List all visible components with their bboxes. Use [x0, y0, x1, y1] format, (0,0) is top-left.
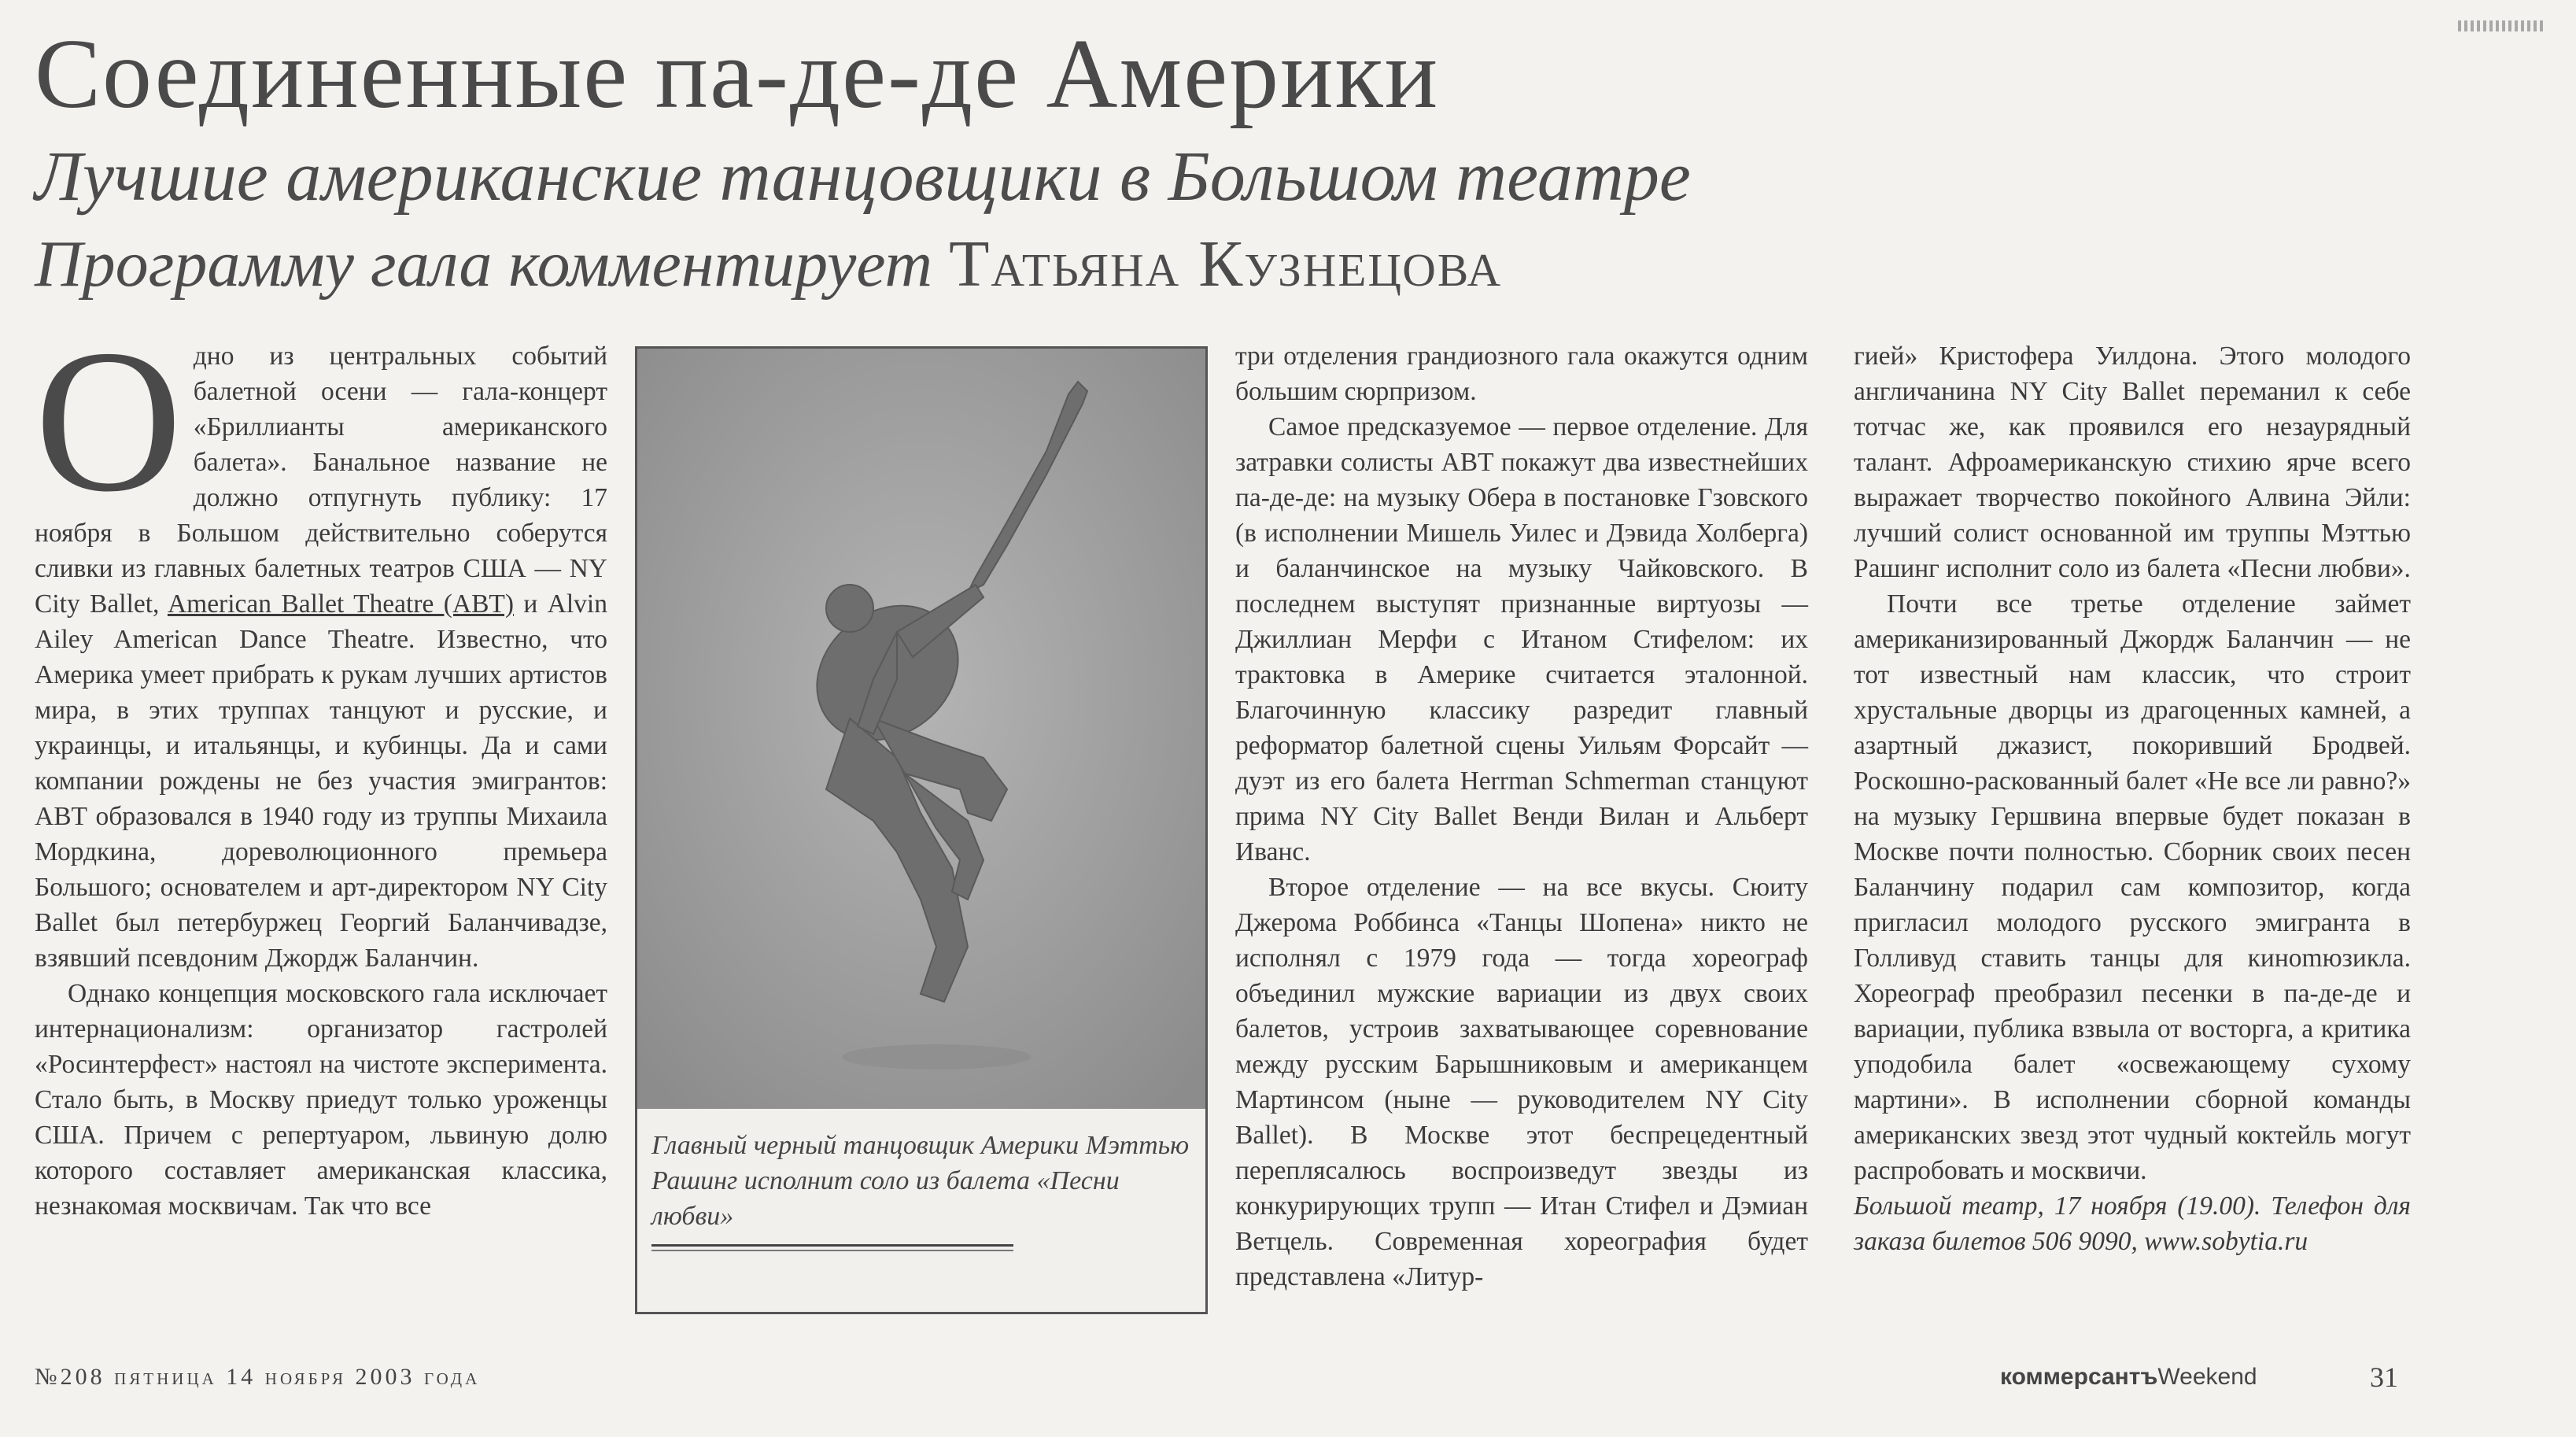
- paragraph: Однако концепция московского гала исключает интернационализм: организатор гастролей «Росинтерфест» настоял на чистоте эксперимента. Стало быть, в Москву приедут только уроженцы США. Причем с репертуаром, львиную долю которого составляет американская классика, незнакомая москвичам. Так что все: [35, 979, 607, 1221]
- issue-line: №208 пятница 14 ноября 2003 года: [35, 1364, 481, 1390]
- headline: Соединенные па-де-де Америки: [35, 20, 1440, 129]
- drop-cap: О: [35, 308, 183, 534]
- byline-prefix: Программу гала комментирует: [35, 227, 933, 301]
- byline-author: Татьяна Кузнецова: [949, 227, 1503, 301]
- dancer-illustration: [637, 349, 1205, 1109]
- text-run: и Alvin Ailey American Dance Theatre. Известно, что Америка умеет прибрать к рукам лучших артистов мира, в этих труппах танцуют и русские, и украинцы, и итальянцы, и кубинцы. Да и сами компании рождены не без участия эмигрантов: ABT образовался в 1940 году из труппы Михаила Мордкина, дореволюционного премьера Большого; основателем и арт-директором NY City Ballet был петербуржец Георгий Баланчивадзе, взявший псевдоним Джордж Баланчин.: [35, 589, 607, 973]
- article-column-1: [35, 308, 607, 1224]
- paragraph: Второе отделение — на все вкусы. Сюиту Джерома Роббинса «Танцы Шопена» никто не исполнял с 1979 года — тогда хореограф объединил мужские вариации из двух своих балетов, устроив захватывающее соревнование между русским Барышниковым и американцем Мартинсом (ныне — руководителем NY City Ballet). В Москве этот беспрецедентный переплясалюсь воспроизведут звезды из конкурирующих трупп — Итан Стифел и Дэмиан Ветцель. Современная хореография будет представлена «Литур-: [1235, 873, 1808, 1291]
- paragraph: три отделения грандиозного гала окажутся одним большим сюрпризом.: [1235, 342, 1808, 406]
- caption-rule: [651, 1244, 1013, 1251]
- brand-bold: коммерсантъ: [2000, 1364, 2158, 1390]
- article-column-3: [1235, 338, 1808, 1295]
- underlined-text: American Ballet Theatre (ABT): [167, 589, 515, 619]
- page-number: 31: [2370, 1361, 2398, 1393]
- brand-light: Weekend: [2157, 1364, 2257, 1390]
- photo-caption: Главный черный танцовщик Америки Мэттью Рашинг исполнит соло из балета «Песни любви»: [651, 1131, 1190, 1231]
- photo-figure: [635, 346, 1208, 1314]
- event-info: Большой театр, 17 ноября (19.00). Телефон для заказа билетов 506 9090, www.sobytia.ru: [1854, 1191, 2411, 1256]
- article-column-4: [1854, 338, 2411, 1259]
- dancer-photo: [637, 349, 1205, 1109]
- byline: [35, 223, 1502, 305]
- paragraph: гией» Кристофера Уилдона. Этого молодого англичанина NY City Ballet переманил к себе тотчас же, как проявился его незаурядный талант. Афроамериканскую стихию ярче всего выражает творчество покойного Алвина Эйли: лучший солист основанной им труппы Мэттью Рашинг исполнит соло из балета «Песни любви».: [1854, 342, 2411, 583]
- publication-logo: [2000, 1361, 2257, 1393]
- paragraph: [35, 308, 607, 976]
- paragraph: Самое предсказуемое — первое отделение. Для затравки солисты ABT покажут два известнейших па-де-де: на музыку Обера в постановке Гзовского (в исполнении Мишель Уилес и Дэвида Холберга) и баланчинское на музыку Чайковского. В последнем выступят признанные виртуозы — Джиллиан Мерфи с Итаном Стифелом: их трактовка в Америке считается эталонной. Благочинную классику разредит главный реформатор балетной сцены Уильям Форсайт — дуэт из его балета Herrman Schmerman станцуют прима NY City Ballet Венди Вилан и Альберт Иванс.: [1235, 412, 1808, 866]
- scan-mark: [2458, 20, 2545, 31]
- text-run: дно из центральных событий балетной осени — гала-концерт «Бриллианты американского балета». Банальное название не должно отпугнуть публику: 17 ноября в Большом действительно соберутся сливки из главных балетных театров США — NY City Ballet,: [35, 342, 607, 619]
- subheadline: Лучшие американские танцовщики в Большом театре: [35, 138, 1691, 216]
- paragraph: Почти все третье отделение займет американизированный Джордж Баланчин — не тот известный нам классик, что строит хрустальные дворцы из драгоценных камней, а азартный джазист, покоривший Бродвей. Роскошно-раскованный балет «Не все ли равно?» на музыку Гершвина впервые будет показан в Москве почти полностью. Сборник своих песен Баланчину подарил сам композитор, когда пригласил молодого русского эмигранта в Голливуд ставить танцы для кинomюзикла. Хореограф преобразил песенки в па-де-де и вариации, публика взвыла от восторга, а критика уподобила балет «освежающему сухому мартини». В исполнении сборной команды американских звезд этот чудный коктейль могут распробовать и москвичи.: [1854, 589, 2411, 1185]
